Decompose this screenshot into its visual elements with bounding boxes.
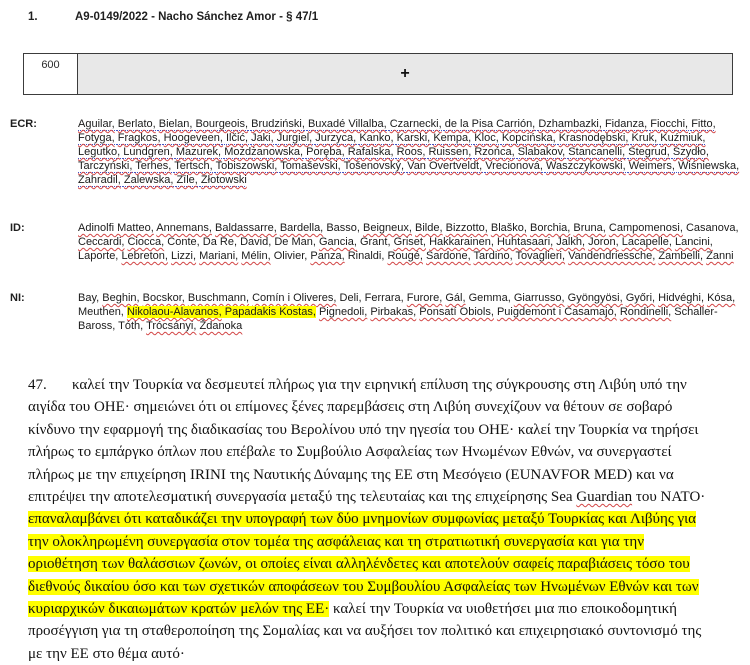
voter-name: Aguilar, bbox=[78, 118, 115, 130]
voter-name: Bruna, bbox=[573, 222, 606, 234]
voter-name: Ilčić, bbox=[226, 132, 248, 144]
voter-name: Győri, bbox=[625, 292, 656, 304]
voter-name: Hoogeveen, bbox=[163, 132, 223, 144]
group-names bbox=[78, 291, 740, 333]
voter-name: Deli, bbox=[339, 292, 362, 304]
voter-name: Lebreton, bbox=[121, 250, 168, 262]
voter-name: Karski, bbox=[396, 132, 431, 144]
voter-name: Conte, bbox=[167, 236, 200, 248]
voter-name: Fiocchi, bbox=[650, 118, 689, 130]
voter-name: Poręba, bbox=[306, 146, 345, 158]
voter-name: Bay, bbox=[78, 292, 100, 304]
voter-name: Bizzotto, bbox=[445, 222, 488, 234]
voter-name: Lancini, bbox=[674, 236, 713, 248]
voter-name: Adinolfi Matteo, bbox=[78, 222, 154, 234]
voter-name: Baldassarre, bbox=[215, 222, 277, 234]
voter-name: Rinaldi, bbox=[347, 250, 385, 262]
group-label: ID: bbox=[10, 222, 25, 234]
voter-name: Schaller-Baross, bbox=[78, 306, 718, 332]
amendment-title: A9-0149/2022 - Nacho Sánchez Amor - § 47/1 bbox=[75, 11, 319, 23]
voter-name: Możdżanowska, bbox=[224, 146, 304, 158]
voter-name: Rougé, bbox=[387, 250, 423, 262]
voter-name: Tošenovský, bbox=[343, 160, 405, 172]
voter-name: Czarnecki, bbox=[389, 118, 442, 130]
voter-name: Legutko, bbox=[78, 146, 121, 158]
voter-name: Ponsatí Obiols, bbox=[419, 306, 494, 318]
voter-name: Griset, bbox=[393, 236, 426, 248]
voter-name: Gál, bbox=[445, 292, 466, 304]
voter-name: Giarrusso, bbox=[513, 292, 565, 304]
voter-name: Wiśniewska, bbox=[678, 160, 740, 172]
group-row bbox=[10, 117, 740, 187]
voter-name: Jaki, bbox=[251, 132, 274, 144]
voter-name: Papadakis Kostas, bbox=[224, 306, 316, 318]
voter-name: Gemma, bbox=[468, 292, 511, 304]
voter-name: Kósa, bbox=[707, 292, 736, 304]
voter-name: Krasnodębski, bbox=[558, 132, 629, 144]
voter-name: Hakkarainen, bbox=[429, 236, 494, 248]
voter-name: Tertsch, bbox=[174, 160, 213, 172]
voter-name: Tóth, bbox=[118, 320, 144, 332]
group-names bbox=[78, 221, 740, 263]
voter-name: Zalewska, bbox=[123, 174, 174, 186]
voter-name: Tardino, bbox=[473, 250, 513, 262]
voter-name: Kanko, bbox=[359, 132, 394, 144]
voter-name: Złotowski bbox=[200, 174, 247, 186]
voter-name: Fitto, bbox=[691, 118, 716, 130]
voter-name: Kopcińska, bbox=[501, 132, 556, 144]
voter-name: Lizzi, bbox=[170, 250, 197, 262]
voter-name: Zanni bbox=[706, 250, 734, 262]
voter-name: Trócsányi, bbox=[146, 320, 197, 332]
highlighted-voter-name bbox=[127, 306, 225, 318]
voter-name: Hidvéghi, bbox=[658, 292, 704, 304]
voter-name: Annemans, bbox=[156, 222, 212, 234]
voter-name: Ždanoka bbox=[199, 320, 243, 332]
voter-name: Rondinelli, bbox=[619, 306, 672, 318]
voter-name: Gancia, bbox=[318, 236, 357, 248]
voter-name: Puigdemont i Casamajó, bbox=[496, 306, 617, 318]
voter-name: Weimers, bbox=[628, 160, 675, 172]
voter-name: Ciocca, bbox=[127, 236, 165, 248]
voter-name: Zahradil, bbox=[78, 174, 121, 186]
voter-name: Ferrara, bbox=[364, 292, 404, 304]
voter-name: Fidanza, bbox=[604, 118, 648, 130]
voter-name: Lacapelle, bbox=[621, 236, 672, 248]
voter-name: Waszczykowski, bbox=[545, 160, 626, 172]
paragraph-number: 47. bbox=[28, 377, 47, 393]
paragraph-47: 47. καλεί την Τουρκία να δεσμευτεί πλήρως για την ειρηνική επίλυση της σύγκρουσης στη Λιβύη υπό την αιγίδα του ΟΗΕ· σημειώνει ότι οι επίμονες ξένες παρεμβάσεις στη Λιβύη συνεχίζουν να θέτουν σε σοβαρό κίνδυνο την εφαρμογή της διαδικασίας του Βερολίνου υπό την ηγεσία του ΟΗΕ· καλεί την Τουρκία να τηρήσει πλήρως το εμπάργκο όπλων που επέβαλε το Συμβούλιο Ασφαλείας των Ηνωμένων Εθνών, να συνεργαστεί πλήρως με την επιχείρηση IRINI της Ναυτικής Δύναμης της ΕΕ στη Μεσόγειο (EUNAVFOR MED) και να επιτρέψει την αποτελεσματική συνεργασία μεταξύ της τελευταίας και της επιχείρησης Sea Guardian του NATO· επαναλαμβάνει ότι καταδικάζει την υπογραφή των δύο μνημονίων συμφωνίας μεταξύ Τουρκίας και Λιβύης για την ολοκληρωμένη συνεργασία στον τομέα της ασφάλειας και τη στρατιωτική συνεργασία και για την οριοθέτηση των θαλάσσιων ζωνών, οι οποίες είναι αλληλένδετες και αποτελούν σαφείς παραβιάσεις τόσο του διεθνούς δικαίου όσο και των σχετικών αποφάσεων του Συμβουλίου Ασφαλείας των Ηνωμένων Εθνών και των κυριαρχικών δικαιωμάτων κρατών μελών της ΕΕ· καλεί την Τουρκία να υιοθετήσει μια πιο εποικοδομητική προσέγγιση για τη σταθεροποίηση της Σομαλίας και να αυξήσει τον πολιτικό και επιχειρησιακό συντονισμό της με την ΕΕ στο θέμα αυτό· bbox=[28, 374, 708, 665]
voter-name: Da Re, bbox=[202, 236, 238, 248]
voter-name: Lundgren, bbox=[123, 146, 173, 158]
voter-name: Campomenosi, bbox=[608, 222, 683, 234]
voter-name: De Man, bbox=[274, 236, 316, 248]
voter-name: Fotyga, bbox=[78, 132, 115, 144]
voter-name: Dzhambazki, bbox=[538, 118, 602, 130]
voter-name: Laporte, bbox=[78, 250, 119, 262]
vote-result-cell: + bbox=[78, 54, 732, 94]
voter-name: Panza, bbox=[310, 250, 345, 262]
voter-name: David, bbox=[240, 236, 272, 248]
voter-name: Olivier, bbox=[273, 250, 308, 262]
group-names bbox=[78, 117, 740, 187]
voter-name: Beghin, bbox=[102, 292, 140, 304]
voter-name: Szydło, bbox=[672, 146, 709, 158]
voter-name: Rzońca, bbox=[474, 146, 515, 158]
voter-name: Gyöngyösi, bbox=[567, 292, 623, 304]
voter-name: Tomaševski, bbox=[280, 160, 341, 172]
voter-name: Buschmann, bbox=[187, 292, 250, 304]
voter-name: Casanova, bbox=[685, 222, 739, 234]
voter-name: Meuthen, bbox=[78, 306, 124, 318]
voter-name: Berlato, bbox=[117, 118, 156, 130]
voter-name: Vandendriessche, bbox=[568, 250, 656, 262]
voter-name: Brudziński, bbox=[251, 118, 305, 130]
voter-name: Terhes, bbox=[135, 160, 172, 172]
voter-name: Tobiszowski, bbox=[215, 160, 278, 172]
voter-name: Pirbakas, bbox=[370, 306, 417, 318]
group-label: NI: bbox=[10, 292, 25, 304]
voter-name: de la Pisa Carrión, bbox=[444, 118, 536, 130]
voter-name: Tovaglieri, bbox=[515, 250, 566, 262]
group-label: ECR: bbox=[10, 118, 37, 130]
voter-name: Huhtasaari, bbox=[496, 236, 554, 248]
voter-name: Rafalska, bbox=[347, 146, 394, 158]
voter-name: Jurgiel, bbox=[276, 132, 313, 144]
item-number: 1. bbox=[28, 11, 38, 23]
voter-name: Bilde, bbox=[415, 222, 443, 234]
voter-name: Nikolaou-Alavanos, bbox=[126, 306, 222, 318]
highlighted-voter-name bbox=[225, 306, 316, 318]
voter-name: Mazurek, bbox=[175, 146, 222, 158]
highlighted-paragraph-text: επαναλαμβάνει ότι καταδικάζει την υπογραφή των δύο μνημονίων συμφωνίας μεταξύ Τουρκίας και Λιβύης για την ολοκληρωμένη συνεργασία στον τομέα της ασφάλειας και τη στρατιωτική συνεργασία και για την οριοθέτηση των θαλάσσιων ζωνών, οι οποίες είναι αλληλένδετες και αποτελούν σαφείς παραβιάσεις τόσο του διεθνούς δικαίου όσο και των σχετικών αποφάσεων του Συμβουλίου Ασφαλείας των Ηνωμένων Εθνών και των κυριαρχικών δικαιωμάτων κρατών μελών της ΕΕ· bbox=[28, 511, 699, 618]
voter-name: Furore, bbox=[406, 292, 443, 304]
voter-name: Grant, bbox=[359, 236, 391, 248]
voter-name: Vrecionová, bbox=[485, 160, 543, 172]
voter-name: Mariani, bbox=[199, 250, 239, 262]
voter-name: Pignedoli, bbox=[318, 306, 368, 318]
voter-name: Bocskor, bbox=[142, 292, 185, 304]
voter-name: Kruk, bbox=[631, 132, 658, 144]
voter-name: Ruissen, bbox=[428, 146, 472, 158]
vote-count-cell: 600 bbox=[24, 54, 78, 94]
voter-name: Van Overtveldt, bbox=[407, 160, 483, 172]
voter-name: Roos, bbox=[396, 146, 426, 158]
voter-name: Basso, bbox=[326, 222, 360, 234]
voter-name: Kempa, bbox=[433, 132, 472, 144]
voter-name: Zīle, bbox=[176, 174, 198, 186]
vote-table bbox=[23, 53, 733, 95]
group-row bbox=[10, 221, 740, 263]
voter-name: Bourgeois, bbox=[195, 118, 249, 130]
group-row bbox=[10, 291, 740, 333]
voter-name: Jalkh, bbox=[556, 236, 586, 248]
doc-header bbox=[28, 10, 318, 24]
voter-name: Ceccardi, bbox=[78, 236, 125, 248]
voter-name: Tarczyński, bbox=[78, 160, 133, 172]
voter-name: Buxadé Villalba, bbox=[307, 118, 387, 130]
voter-name: Stancanelli, bbox=[568, 146, 626, 158]
misspelled-word: Guardian bbox=[576, 489, 633, 506]
voter-name: Bardella, bbox=[279, 222, 324, 234]
voter-name: Zambelli, bbox=[658, 250, 704, 262]
voter-name: Kloc, bbox=[474, 132, 499, 144]
voter-name: Blaško, bbox=[490, 222, 527, 234]
voter-name: Jurzyca, bbox=[315, 132, 357, 144]
voter-name: Bielan, bbox=[158, 118, 193, 130]
voter-name: Comín i Oliveres, bbox=[252, 292, 337, 304]
voter-name: Slabakov, bbox=[517, 146, 566, 158]
voter-name: Mélin, bbox=[241, 250, 271, 262]
voter-name: Fragkos, bbox=[117, 132, 161, 144]
voter-name: Sardone, bbox=[426, 250, 471, 262]
voter-name: Kuźmiuk, bbox=[660, 132, 706, 144]
voter-name: Joron, bbox=[588, 236, 619, 248]
voter-name: Borchia, bbox=[530, 222, 571, 234]
voter-name: Stegrud, bbox=[628, 146, 670, 158]
voter-name: Beigneux, bbox=[363, 222, 412, 234]
